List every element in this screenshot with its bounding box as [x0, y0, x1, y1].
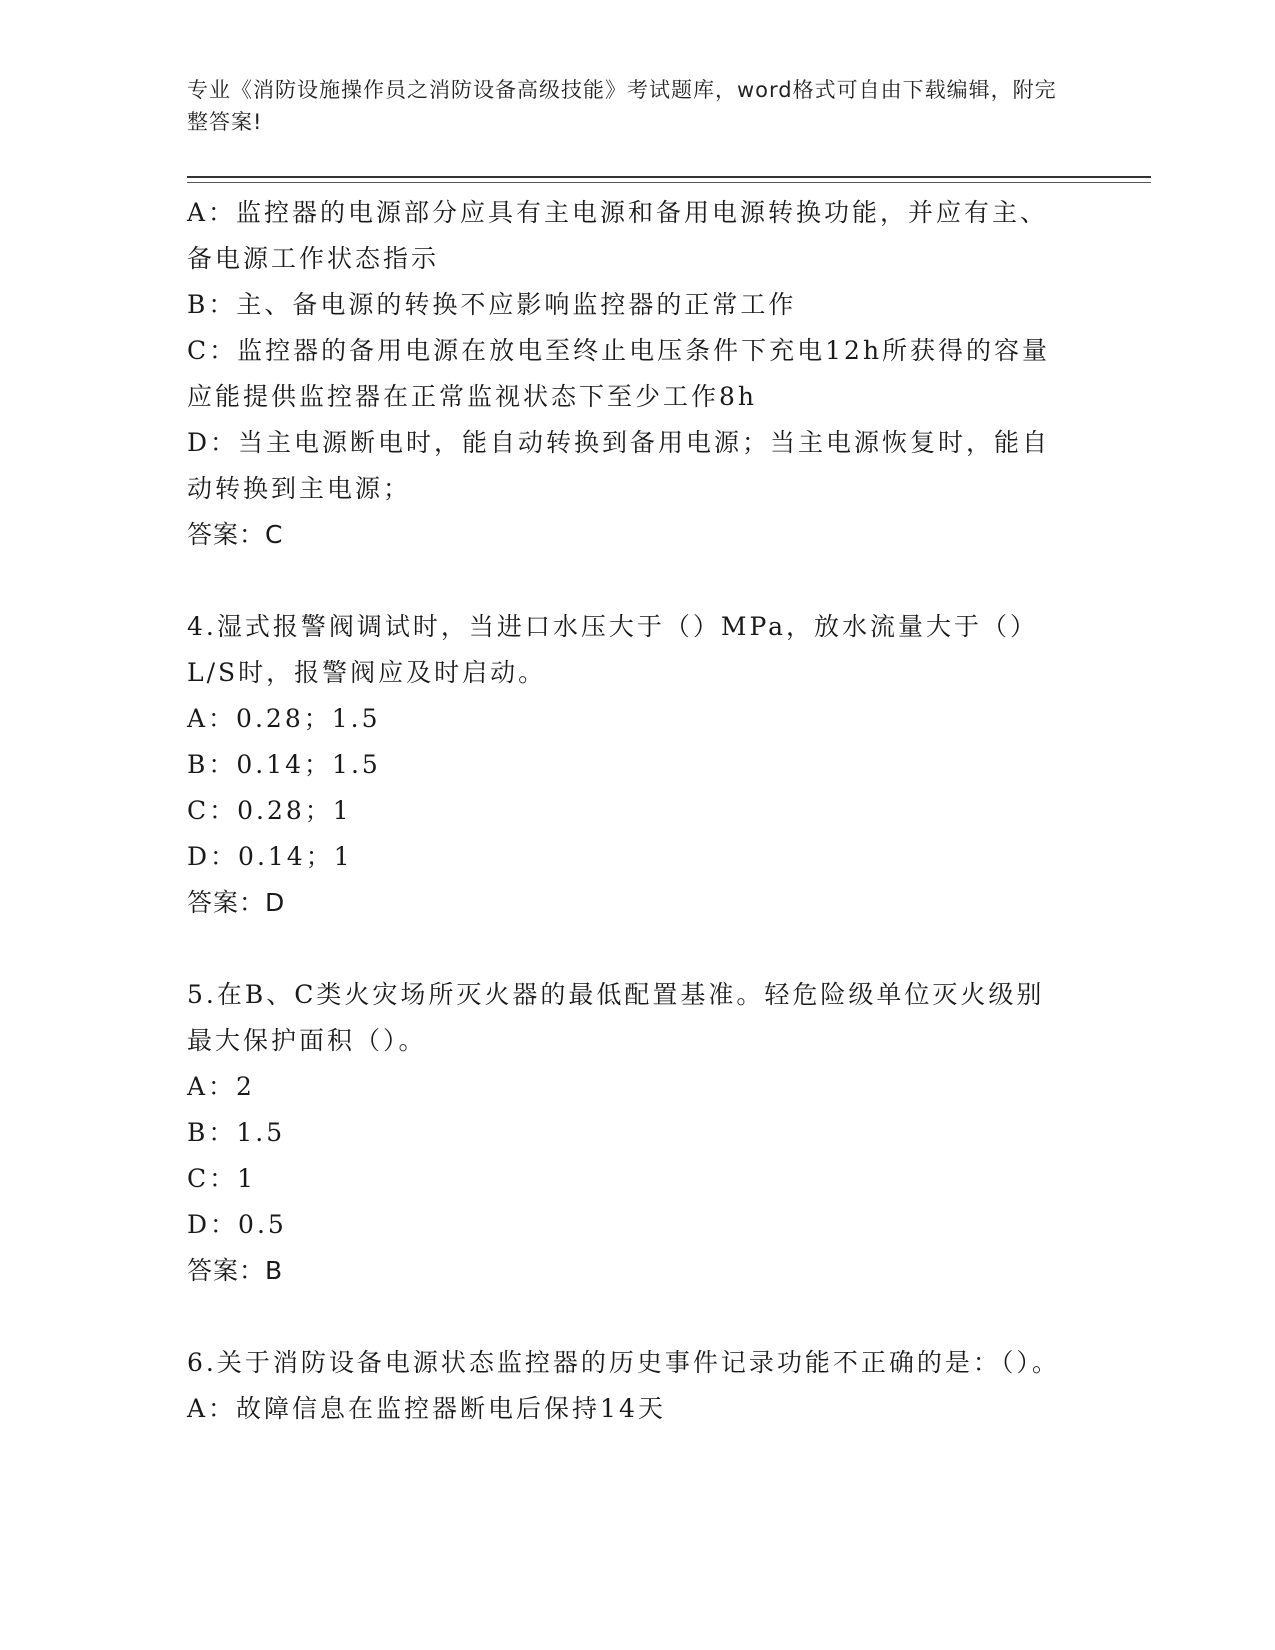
- spacer: [187, 558, 1067, 604]
- option-a: A：0.28；1.5: [187, 704, 381, 733]
- question-3: [187, 190, 1067, 558]
- option-a: A：2: [187, 1072, 255, 1101]
- header-divider-thick: [187, 176, 1151, 178]
- answer: 答案：C: [187, 520, 284, 549]
- option-d: D：0.5: [187, 1210, 287, 1239]
- question-6: [187, 1340, 1067, 1432]
- option-d: D：0.14；1: [187, 842, 353, 871]
- option-d: D：当主电源断电时，能自动转换到备用电源；当主电源恢复时，能自动转换到主电源；: [187, 428, 1051, 503]
- option-a: A：监控器的电源部分应具有主电源和备用电源转换功能，并应有主、备电源工作状态指示: [187, 198, 1049, 273]
- spacer: [187, 926, 1067, 972]
- question-5: [187, 972, 1067, 1294]
- option-c: C：0.28；1: [187, 796, 352, 825]
- option-c: C：监控器的备用电源在放电至终止电压条件下充电12h所获得的容量应能提供监控器在正常监视状态下至少工作8h: [187, 336, 1051, 411]
- option-a: A：故障信息在监控器断电后保持14天: [187, 1394, 666, 1423]
- question-content: [187, 190, 1067, 1432]
- question-stem: 5.在B、C类火灾场所灭火器的最低配置基准。轻危险级单位灭火级别最大保护面积（）。: [187, 980, 1045, 1055]
- page-header: 专业《消防设施操作员之消防设备高级技能》考试题库，word格式可自由下载编辑，附完整答案!: [187, 78, 1057, 134]
- question-stem: 4.湿式报警阀调试时，当进口水压大于（）MPa，放水流量大于（）L/S时，报警阀应及时启动。: [187, 612, 1039, 687]
- spacer: [187, 1294, 1067, 1340]
- answer: 答案：B: [187, 1256, 284, 1285]
- option-c: C：1: [187, 1164, 257, 1193]
- option-b: B：0.14；1.5: [187, 750, 381, 779]
- question-4: [187, 604, 1067, 926]
- question-stem: 6.关于消防设备电源状态监控器的历史事件记录功能不正确的是：（）。: [187, 1348, 1060, 1377]
- option-b: B：主、备电源的转换不应影响监控器的正常工作: [187, 290, 797, 319]
- header-divider-thin: [187, 182, 1151, 183]
- option-b: B：1.5: [187, 1118, 286, 1147]
- answer: 答案：D: [187, 888, 286, 917]
